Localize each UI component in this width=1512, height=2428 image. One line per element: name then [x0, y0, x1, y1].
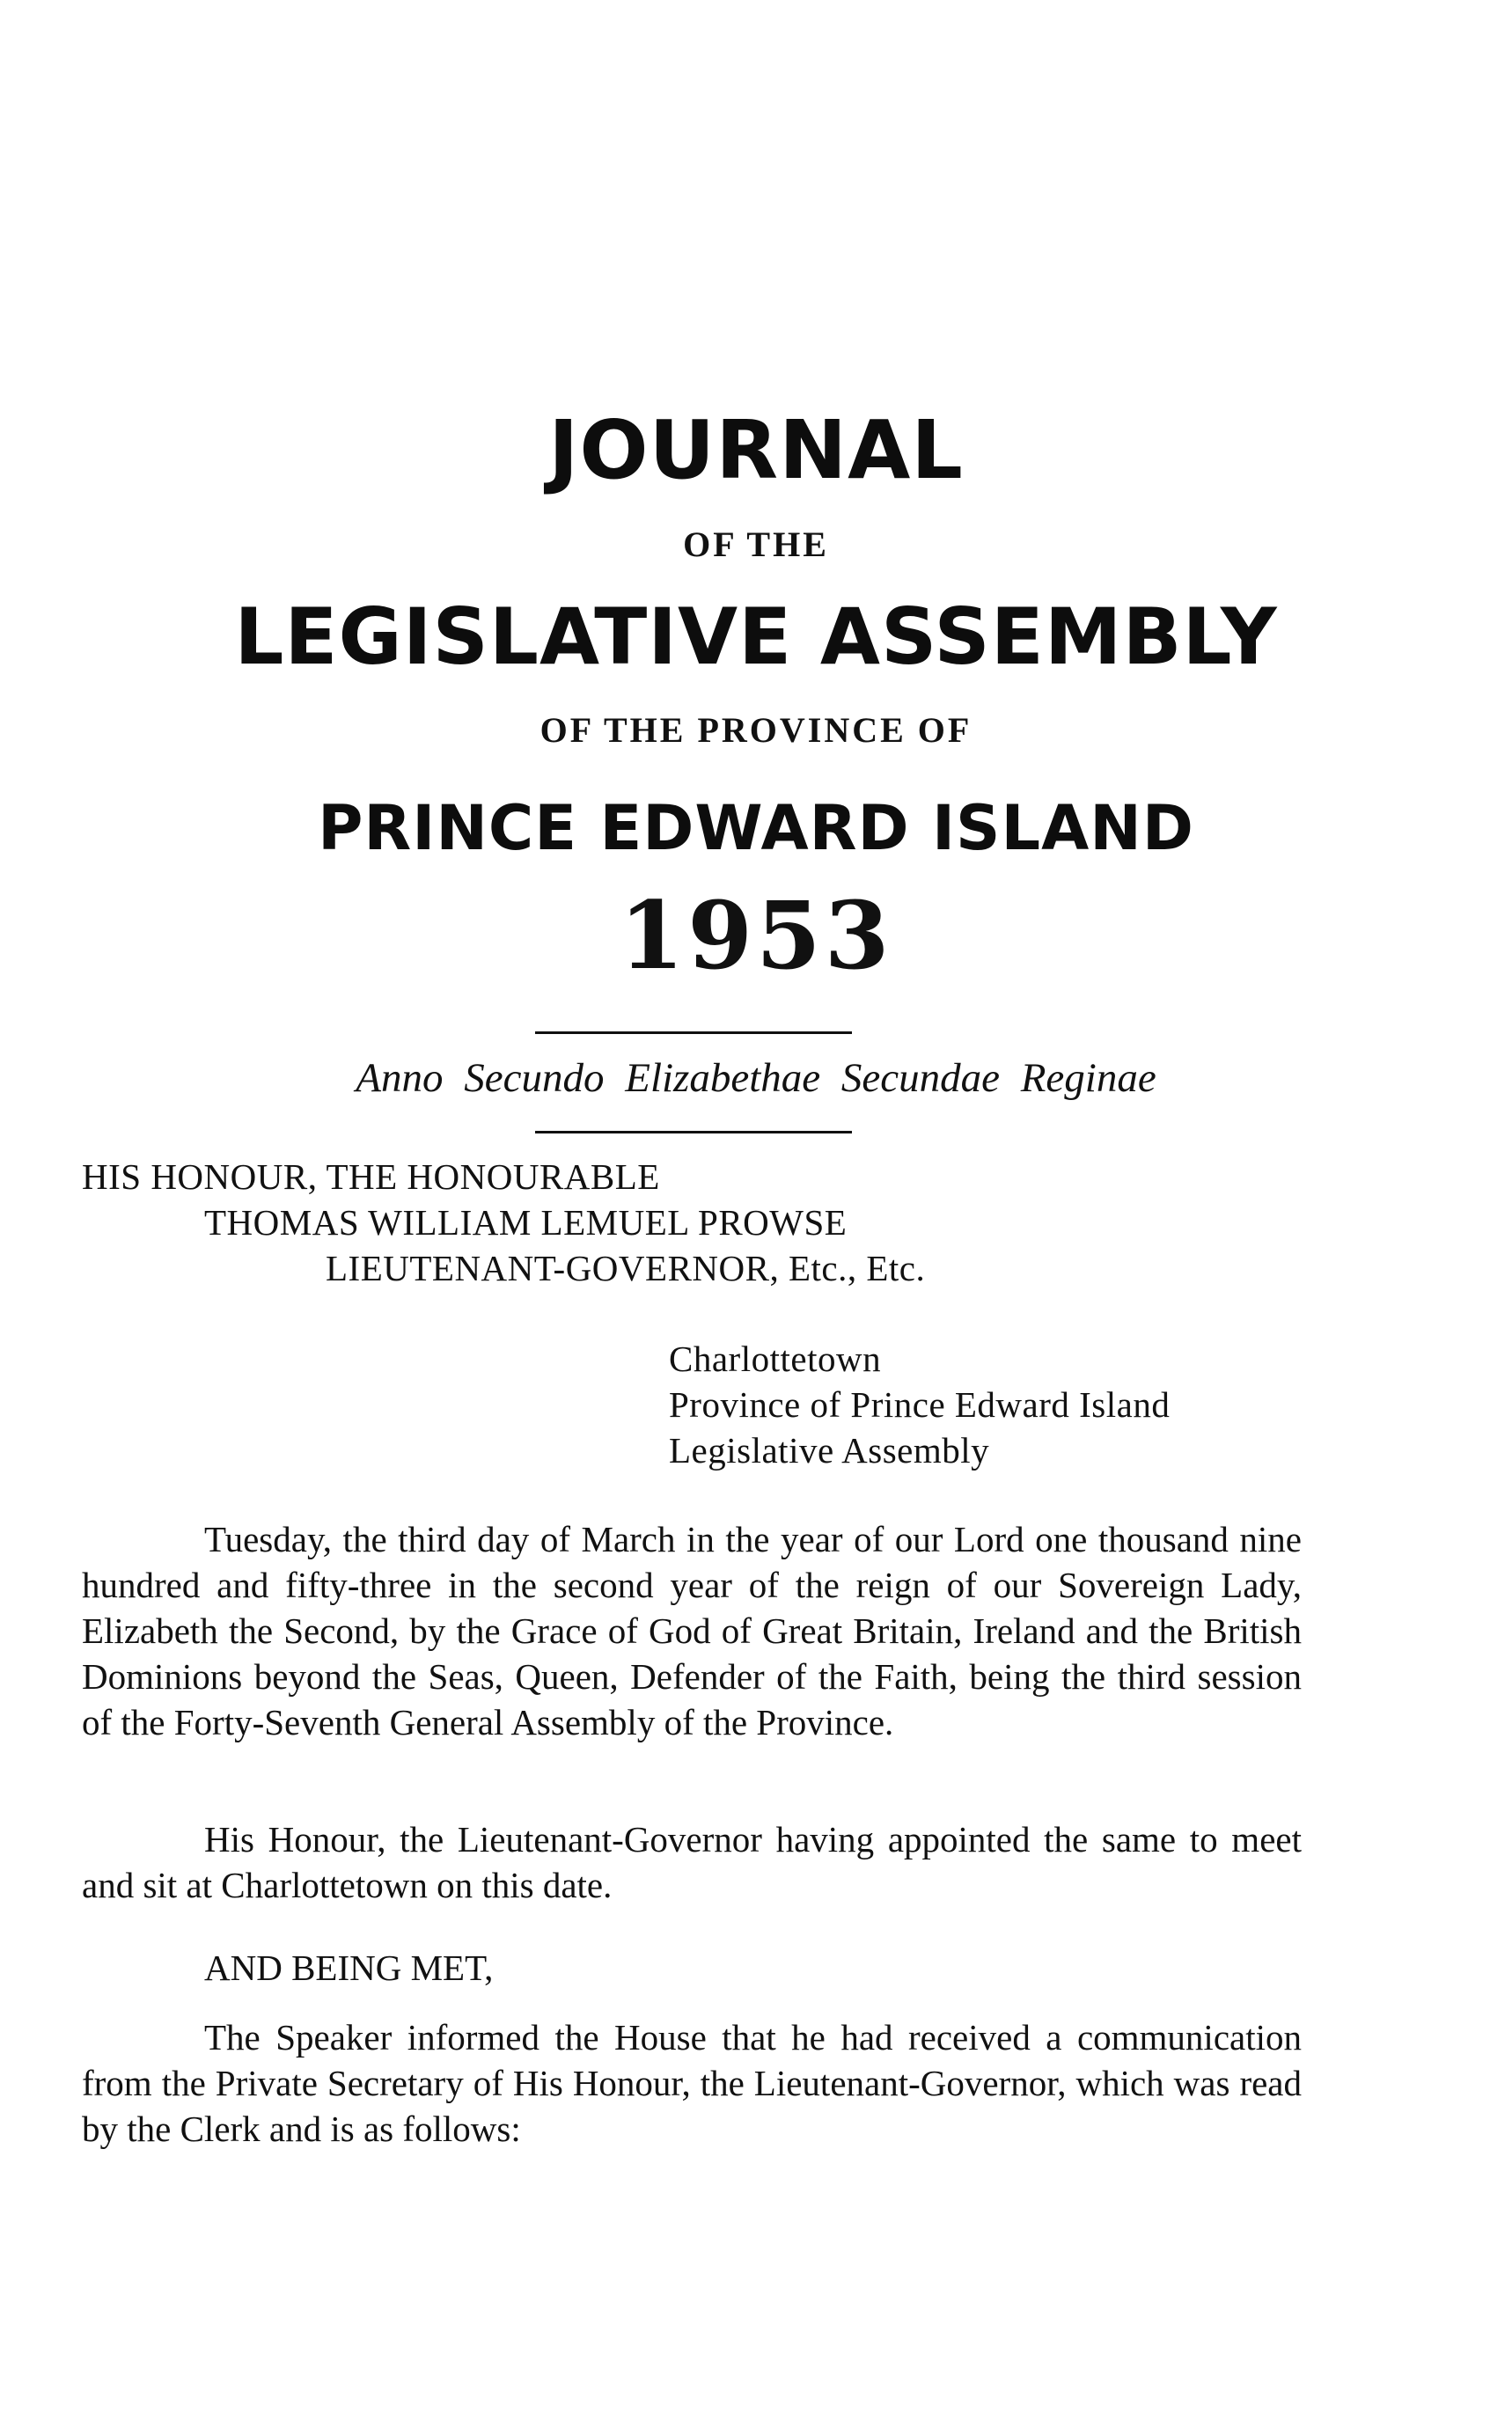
body-paragraph-1: Tuesday, the third day of March in the year of our Lord one thousand nine hundred and fifty-three in the second year of the reign of our Sovereign Lady, Elizabeth the Second, by the Grace of God of Great Britain, Ireland and the British Dominions beyond the Seas, Queen, Defender of the Faith, being the third session of the Forty-Seventh General Assembly of the Province. [82, 1519, 1302, 1742]
body-paragraph-3: AND BEING MET, [204, 1948, 494, 1988]
honour-line-1: HIS HONOUR, THE HONOURABLE [82, 1156, 660, 1197]
title-legislative-assembly: LEGISLATIVE ASSEMBLY [234, 591, 1278, 682]
divider-bottom [535, 1131, 852, 1133]
title-journal: JOURNAL [548, 403, 964, 497]
title-prince-edward-island: PRINCE EDWARD ISLAND [318, 792, 1194, 864]
honour-line-2: THOMAS WILLIAM LEMUEL PROWSE [204, 1202, 848, 1243]
title-of-the: OF THE [683, 524, 829, 564]
title-year: 1953 [619, 880, 893, 990]
address-line-1: Charlottetown [669, 1339, 882, 1379]
address-line-2: Province of Prince Edward Island [669, 1384, 1171, 1425]
regnal-year-line: Anno Secundo Elizabethae Secundae Reginae [356, 1055, 1156, 1101]
title-of-the-province-of: OF THE PROVINCE OF [539, 710, 973, 750]
address-line-3: Legislative Assembly [669, 1430, 990, 1471]
body-paragraph-2: His Honour, the Lieutenant-Governor having appointed the same to meet and sit at Charlottetown on this date. [82, 1819, 1302, 1905]
divider-top [535, 1031, 852, 1034]
honour-line-3: LIEUTENANT-GOVERNOR, Etc., Etc. [326, 1248, 926, 1288]
body-paragraph-4: The Speaker informed the House that he had received a communication from the Private Secretary of His Honour, the Lieutenant-Governor, which was read by the Clerk and is as follows: [82, 2017, 1302, 2149]
